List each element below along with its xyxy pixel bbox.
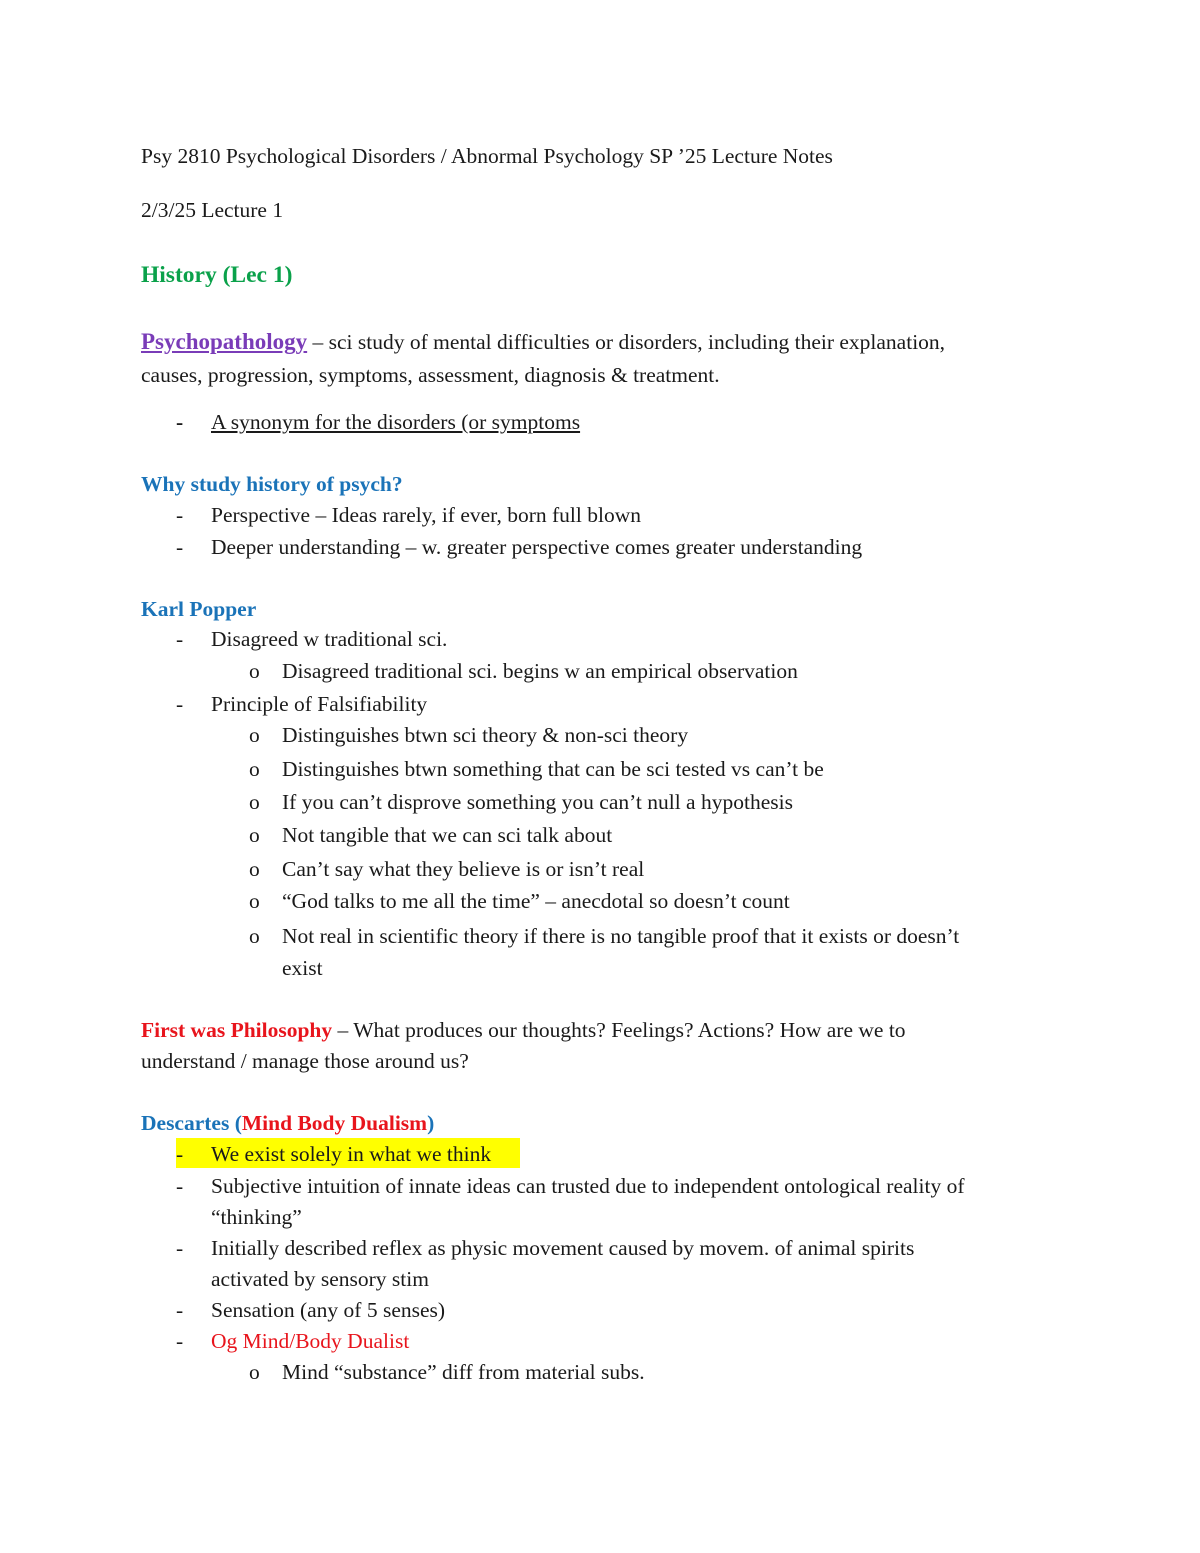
bullet-circle: o xyxy=(249,823,260,847)
bullet-circle: o xyxy=(249,723,260,747)
descartes-item-1: We exist solely in what we think xyxy=(211,1142,492,1166)
bullet-dash: - xyxy=(176,1236,184,1260)
why-study-item-1: Perspective – Ideas rarely, if ever, born full blown xyxy=(211,503,641,527)
philosophy-text-line2: understand / manage those around us? xyxy=(141,1049,469,1073)
psychopathology-term: Psychopathology xyxy=(141,329,308,354)
bullet-circle: o xyxy=(249,659,260,683)
bullet-dash: - xyxy=(176,1142,184,1166)
history-heading: History (Lec 1) xyxy=(141,262,293,288)
bullet-circle: o xyxy=(249,790,260,814)
popper-sub-4: Not tangible that we can sci talk about xyxy=(282,823,613,847)
descartes-item-5: Og Mind/Body Dualist xyxy=(211,1329,410,1353)
bullet-dash: - xyxy=(176,627,184,651)
popper-sub-3: If you can’t disprove something you can’t null a hypothesis xyxy=(282,790,793,814)
popper-sub-1: Distinguishes btwn sci theory & non-sci theory xyxy=(282,723,689,747)
bullet-dash: - xyxy=(176,503,184,527)
descartes-heading-name: Descartes ( xyxy=(141,1111,242,1135)
popper-item-1-sub: Disagreed traditional sci. begins w an empirical observation xyxy=(282,659,798,683)
bullet-dash: - xyxy=(176,1174,184,1198)
bullet-circle: o xyxy=(249,1360,260,1384)
bullet-circle: o xyxy=(249,757,260,781)
popper-sub-5: Can’t say what they believe is or isn’t real xyxy=(282,857,645,881)
popper-item-2: Principle of Falsifiability xyxy=(211,692,428,716)
descartes-heading xyxy=(141,1107,434,1139)
descartes-item-2-line2: “thinking” xyxy=(211,1205,302,1229)
descartes-item-5-sub: Mind “substance” diff from material subs. xyxy=(282,1360,645,1384)
date-line: 2/3/25 Lecture 1 xyxy=(141,198,284,222)
psychopathology-definition-line1: – sci study of mental difficulties or disorders, including their explanation, xyxy=(307,330,946,354)
popper-heading: Karl Popper xyxy=(141,597,257,621)
bullet-circle: o xyxy=(249,857,260,881)
philosophy-heading: First was Philosophy xyxy=(141,1018,333,1042)
descartes-item-3-line2: activated by sensory stim xyxy=(211,1267,429,1291)
why-study-item-2: Deeper understanding – w. greater perspective comes greater understanding xyxy=(211,535,863,559)
course-title: Psy 2810 Psychological Disorders / Abnormal Psychology SP ’25 Lecture Notes xyxy=(141,144,833,168)
bullet-circle: o xyxy=(249,889,260,913)
popper-sub-7-cont: exist xyxy=(282,956,323,980)
bullet-dash: - xyxy=(176,1329,184,1353)
psychopathology-definition-line2: causes, progression, symptoms, assessment, diagnosis & treatment. xyxy=(141,363,720,387)
popper-item-1: Disagreed w traditional sci. xyxy=(211,627,448,651)
psychopathology-definition xyxy=(141,326,945,358)
descartes-item-2-line1: Subjective intuition of innate ideas can trusted due to independent ontological reality of xyxy=(211,1174,965,1198)
psychopathology-bullet: A synonym for the disorders (or symptoms xyxy=(211,410,581,434)
bullet-dash: - xyxy=(176,1298,184,1322)
philosophy-text-line1: – What produces our thoughts? Feelings? Actions? How are we to xyxy=(332,1018,906,1042)
bullet-dash: - xyxy=(176,692,184,716)
popper-sub-2: Distinguishes btwn something that can be sci tested vs can’t be xyxy=(282,757,824,781)
popper-sub-7: Not real in scientific theory if there is no tangible proof that it exists or doesn’t xyxy=(282,924,960,948)
bullet-dash: - xyxy=(176,410,184,434)
descartes-heading-close: ) xyxy=(427,1111,435,1135)
why-study-heading: Why study history of psych? xyxy=(141,472,403,496)
descartes-item-3-line1: Initially described reflex as physic movement caused by movem. of animal spirits xyxy=(211,1236,915,1260)
philosophy-line-1 xyxy=(141,1014,906,1046)
popper-sub-6: “God talks to me all the time” – anecdotal so doesn’t count xyxy=(282,889,790,913)
bullet-circle: o xyxy=(249,924,260,948)
bullet-dash: - xyxy=(176,535,184,559)
descartes-item-4: Sensation (any of 5 senses) xyxy=(211,1298,446,1322)
descartes-heading-sub: Mind Body Dualism xyxy=(241,1111,428,1135)
